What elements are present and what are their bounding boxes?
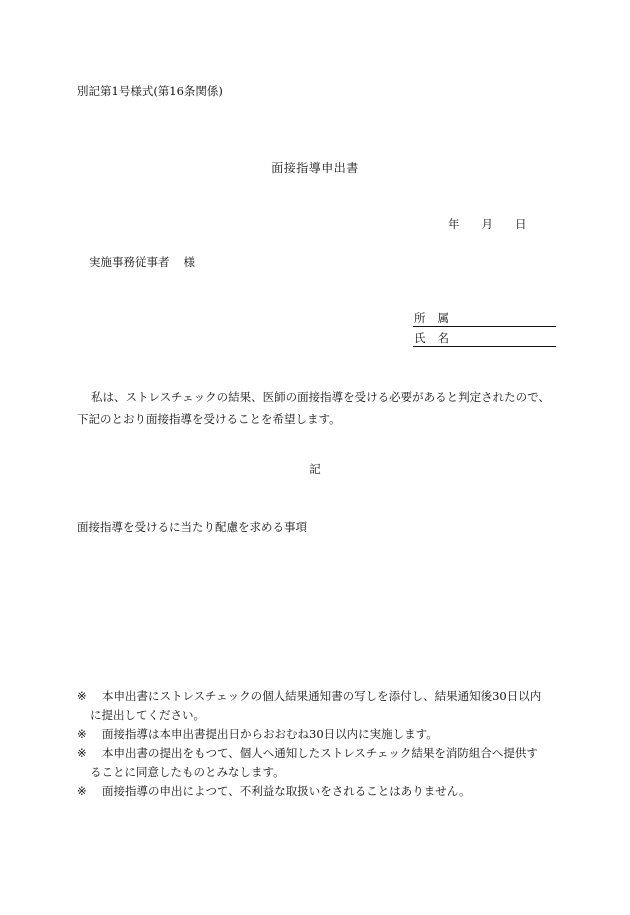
note-item [77,782,567,801]
note-mark: ※ [77,746,87,760]
name-field[interactable] [413,331,556,347]
name-label: 氏 名 [414,331,449,345]
note-mark: ※ [77,784,87,798]
note-item [77,687,567,725]
note-3-line-2: ることに同意したものとみなします。 [90,765,285,779]
notes-list [77,687,567,801]
affiliation-field[interactable] [413,311,556,327]
day-label: 日 [515,217,527,231]
consideration-heading: 面接指導を受けるに当たり配慮を求める事項 [77,520,307,534]
addressee-honorific: 様 [183,255,195,269]
date-row [448,217,527,231]
affiliation-label: 所 属 [414,311,449,325]
ki-heading: 記 [309,462,321,476]
note-mark: ※ [77,689,87,703]
note-4-line-1: 面接指導の申出によつて、不利益な取扱いをされることはありません。 [102,784,471,798]
note-mark: ※ [77,727,87,741]
application-statement [77,386,557,430]
statement-line-2: 下記のとおり面接指導を受けることを希望します。 [77,412,341,426]
note-1-line-1: 本申出書にストレスチェックの個人結果通知書の写しを添付し、結果通知後30日以内 [102,689,542,703]
note-item [77,744,567,782]
note-2-line-1: 面接指導は本申出書提出日からおおむね30日以内に実施します。 [102,727,438,741]
note-1-line-2: に提出してください。 [90,708,205,722]
note-3-line-1: 本申出書の提出をもつて、個人へ通知したストレスチェック結果を消防組合へ提供す [102,746,538,760]
note-item [77,725,567,744]
addressee [89,255,195,269]
year-label: 年 [448,217,460,231]
page-title: 面接指導申出書 [271,161,359,175]
addressee-name: 実施事務従事者 [89,255,170,269]
form-number: 別記第1号様式(第16条関係) [77,84,223,98]
month-label: 月 [481,217,493,231]
statement-line-1: 私は、ストレスチェックの結果、医師の面接指導を受ける必要があると判定されたので、 [91,390,550,404]
